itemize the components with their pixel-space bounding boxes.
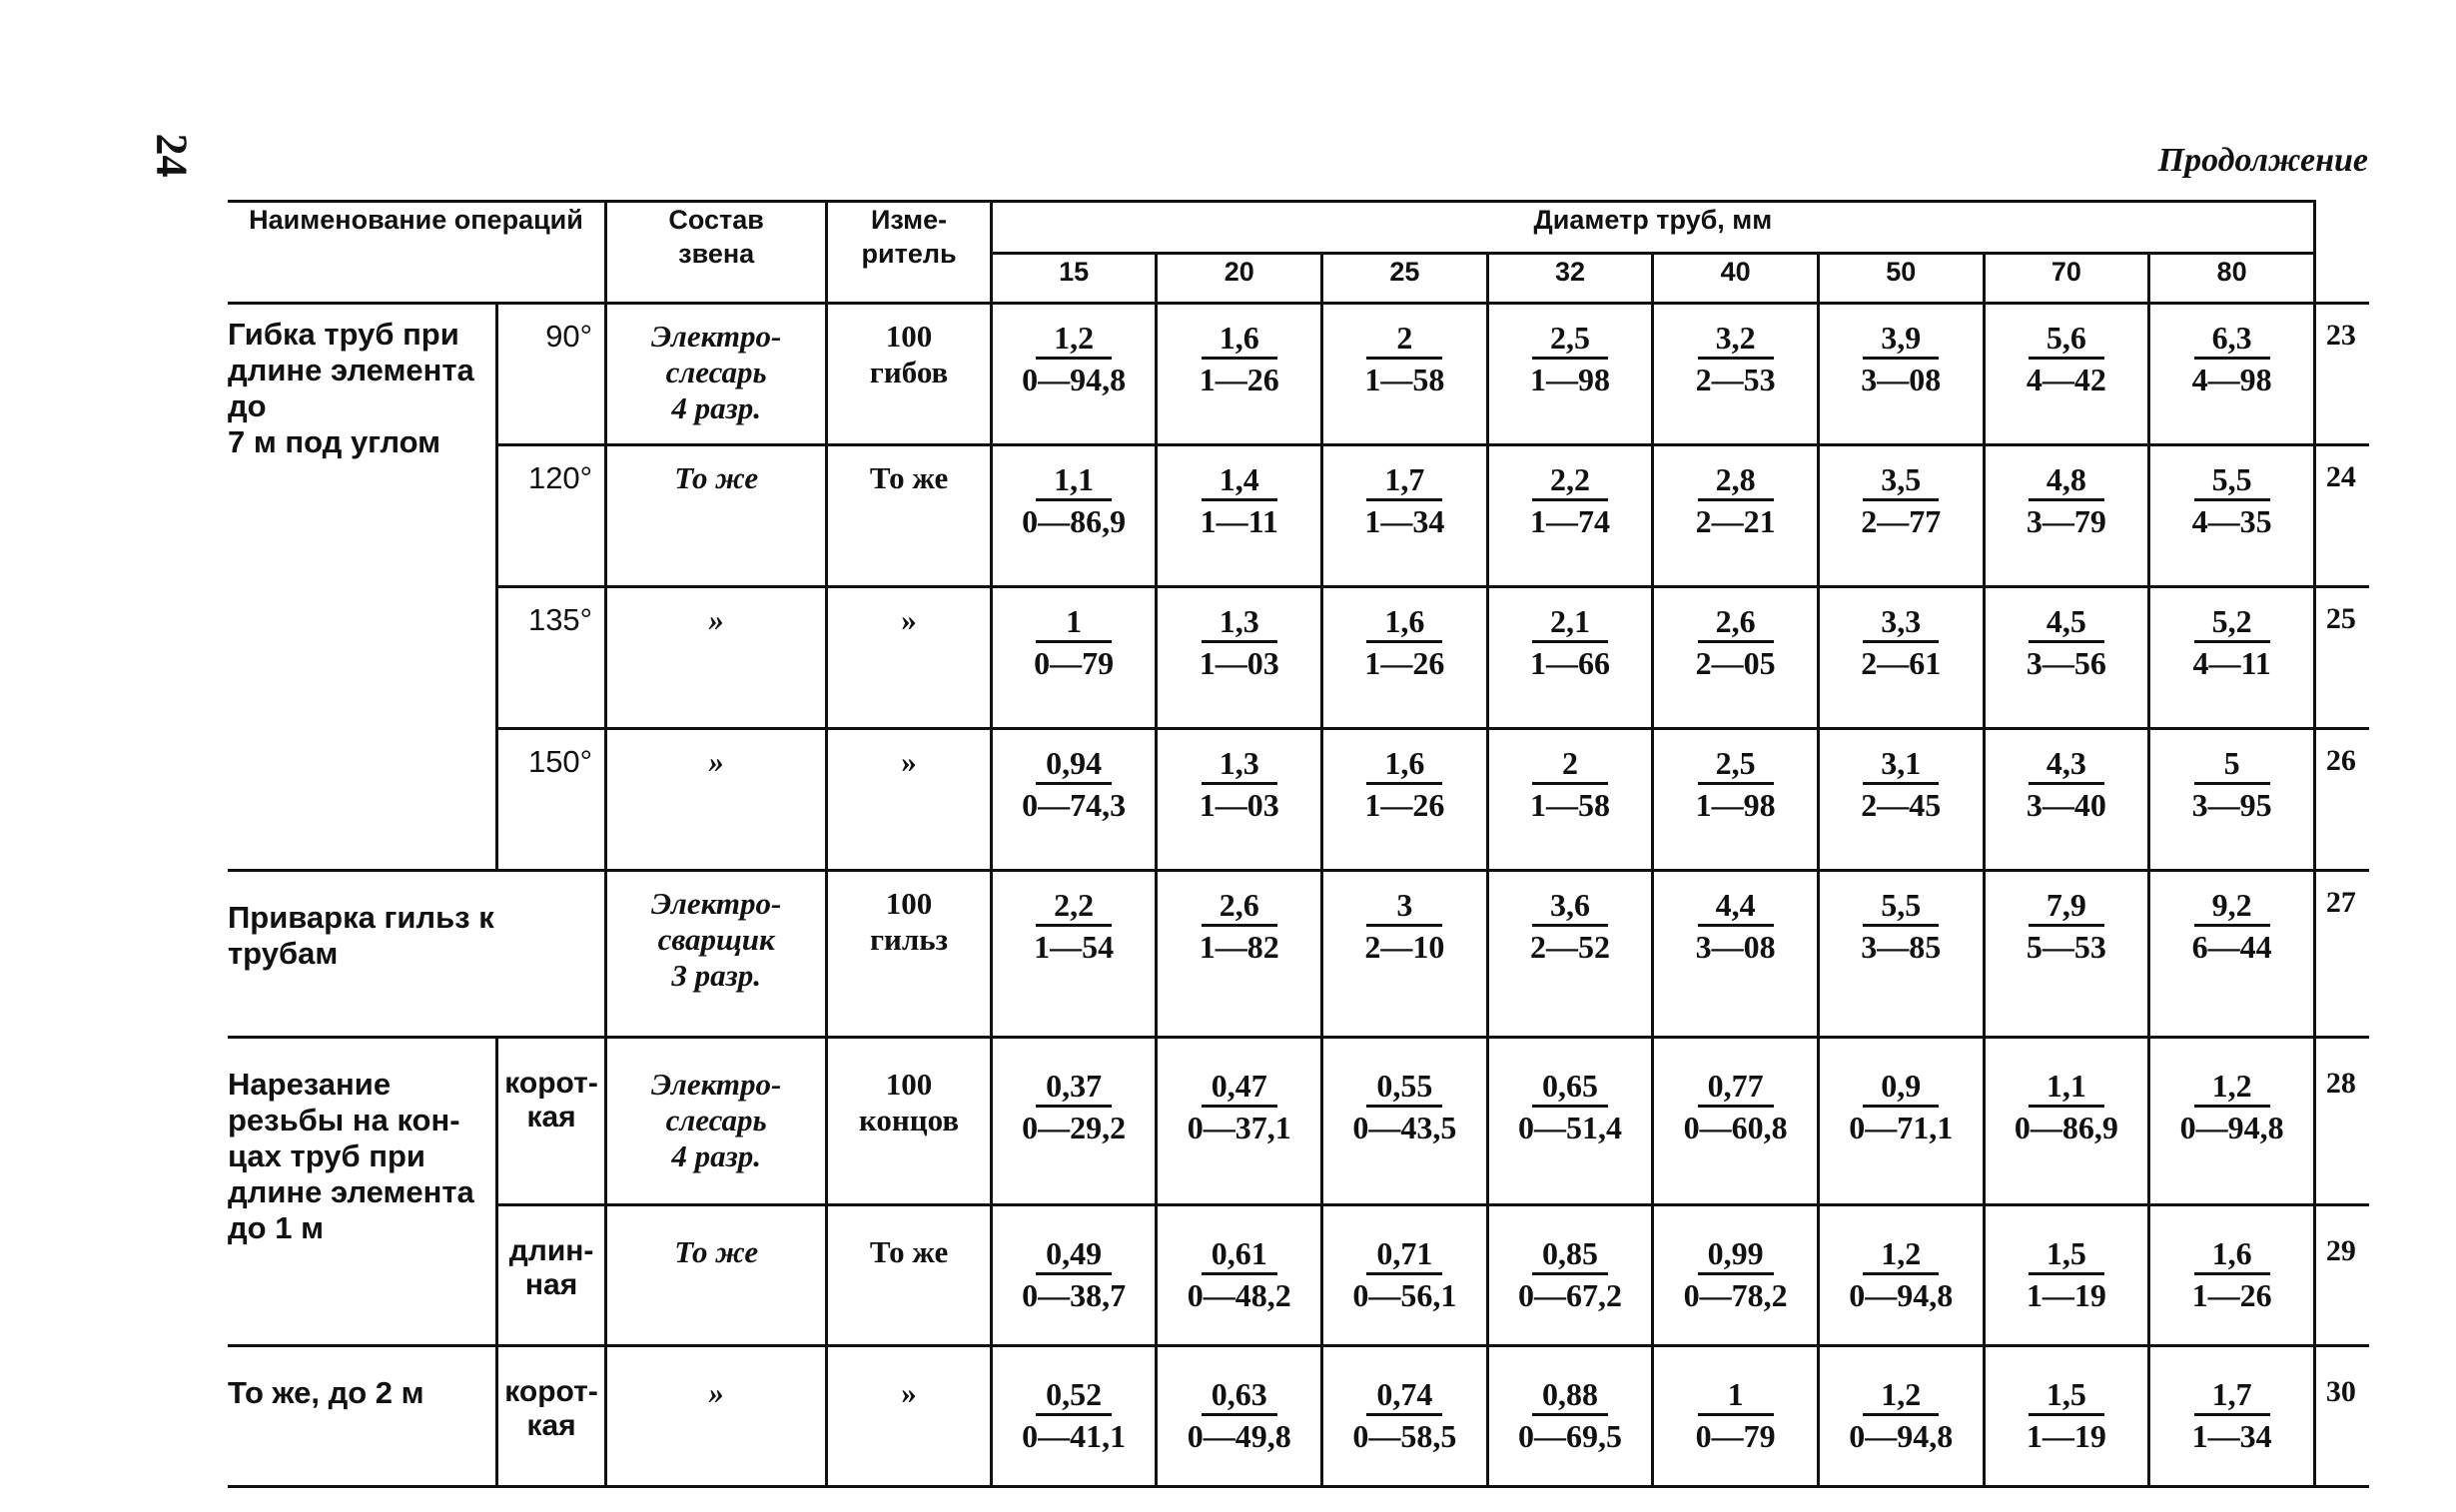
norm-time: 4,3 [2029, 744, 2104, 785]
header-diameter-value: 50 [1818, 254, 1984, 304]
norm-time: 1,2 [2194, 1067, 2270, 1108]
row-number: 25 [2314, 587, 2369, 729]
row-number: 23 [2314, 304, 2369, 445]
norm-cell [1322, 445, 1488, 587]
unit-line: 100 [885, 886, 933, 921]
norm-cell [1487, 445, 1653, 587]
norm-cell [1322, 871, 1488, 1038]
norm-price: 5—53 [2026, 929, 2106, 965]
angle-cell: 135° [497, 587, 606, 729]
crew-cell [606, 1038, 827, 1205]
norm-time: 3,2 [1698, 319, 1774, 360]
norm-cell [991, 587, 1157, 729]
norm-cell [1157, 729, 1322, 871]
norm-cell [1653, 445, 1819, 587]
norm-cell [1157, 587, 1322, 729]
norm-cell [1653, 729, 1819, 871]
header-diameter: Диаметр труб, мм [991, 202, 2314, 254]
norm-price: 3—56 [2026, 645, 2106, 681]
norm-cell [1322, 1038, 1488, 1205]
unit-cell [827, 871, 992, 1038]
crew-cell: » [606, 587, 827, 729]
norm-price: 3—95 [2191, 787, 2272, 823]
operation-line: длине элемента до [228, 353, 474, 423]
norm-price: 2—21 [1695, 503, 1776, 539]
norm-cell [1984, 729, 2149, 871]
norm-time: 1 [1036, 602, 1112, 643]
norm-price: 0—29,2 [1022, 1110, 1127, 1145]
norm-time: 0,61 [1202, 1234, 1277, 1275]
norm-time: 7,9 [2029, 886, 2104, 927]
norm-cell [1487, 871, 1653, 1038]
norm-price: 1—34 [1364, 503, 1445, 539]
norm-cell [1157, 445, 1322, 587]
crew-line: Электро- [650, 1067, 782, 1102]
operation-line: цах труб при [228, 1138, 425, 1173]
norm-price: 0—37,1 [1187, 1110, 1291, 1145]
norm-time: 0,88 [1532, 1375, 1608, 1416]
page-number: 24 [147, 133, 197, 178]
norm-price: 3—85 [1861, 929, 1942, 965]
norm-price: 1—66 [1530, 645, 1611, 681]
norm-time: 3,6 [1532, 886, 1608, 927]
unit-cell: То же [827, 1205, 992, 1346]
norm-price: 0—67,2 [1518, 1277, 1623, 1313]
norm-cell [1487, 304, 1653, 445]
norm-price: 2—45 [1861, 787, 1942, 823]
norm-cell [2149, 587, 2315, 729]
norm-time: 2,6 [1202, 886, 1277, 927]
norm-price: 4—42 [2026, 362, 2106, 397]
row-number: 29 [2314, 1205, 2369, 1346]
norm-time: 1,6 [1366, 744, 1442, 785]
norm-cell [1322, 1205, 1488, 1346]
norm-cell [991, 729, 1157, 871]
norm-cell [1157, 1205, 1322, 1346]
norm-price: 0—60,8 [1683, 1110, 1788, 1145]
crew-line: 4 разр. [671, 390, 761, 425]
norm-cell [2149, 1346, 2315, 1487]
norm-price: 2—10 [1364, 929, 1445, 965]
norm-price: 3—08 [1695, 929, 1776, 965]
table-row [228, 587, 2369, 729]
crew-line: Электро- [650, 319, 782, 354]
thread-type-line: ная [524, 1268, 578, 1301]
norm-cell [991, 1205, 1157, 1346]
norm-time: 1,1 [2029, 1067, 2104, 1108]
norm-time: 0,49 [1036, 1234, 1112, 1275]
norm-cell [1653, 1205, 1819, 1346]
norm-price: 1—26 [1199, 362, 1279, 397]
norm-time: 0,74 [1366, 1375, 1442, 1416]
thread-type-line: кая [526, 1409, 576, 1442]
norm-time: 2,6 [1698, 602, 1774, 643]
norm-cell [2149, 1205, 2315, 1346]
norm-price: 4—35 [2191, 503, 2272, 539]
operation-bending [228, 304, 497, 871]
operation-threading [228, 1038, 497, 1346]
norm-price: 0—71,1 [1849, 1110, 1954, 1145]
angle-cell: 90° [497, 304, 606, 445]
norm-cell [1818, 1346, 1984, 1487]
header-unit-line: ритель [861, 239, 957, 269]
norm-price: 0—69,5 [1518, 1418, 1623, 1454]
norm-time: 4,5 [2029, 602, 2104, 643]
norm-cell [991, 445, 1157, 587]
norm-price: 0—86,9 [2014, 1110, 2118, 1145]
norm-cell [1984, 445, 2149, 587]
norm-cell [1984, 1346, 2149, 1487]
norm-time: 2 [1532, 744, 1608, 785]
norm-price: 0—74,3 [1022, 787, 1127, 823]
norm-price: 1—26 [2191, 1277, 2272, 1313]
norm-time: 0,9 [1863, 1067, 1939, 1108]
crew-cell: То же [606, 1205, 827, 1346]
operation-same-2m: То же, до 2 м [228, 1346, 497, 1487]
norm-cell [1984, 871, 2149, 1038]
norm-cell [1818, 729, 1984, 871]
norm-time: 1,2 [1863, 1234, 1939, 1275]
norm-price: 1—58 [1364, 362, 1445, 397]
norm-price: 2—77 [1861, 503, 1942, 539]
unit-line: гибов [869, 355, 949, 389]
norm-price: 2—52 [1530, 929, 1611, 965]
unit-cell [827, 304, 992, 445]
norm-time: 2,2 [1532, 460, 1608, 501]
unit-cell: » [827, 1346, 992, 1487]
crew-cell [606, 304, 827, 445]
continuation-label: Продолжение [2157, 142, 2368, 179]
row-number: 28 [2314, 1038, 2369, 1205]
operation-line: длине элемента [228, 1174, 474, 1209]
norm-price: 4—11 [2192, 645, 2271, 681]
norm-price: 6—44 [2191, 929, 2272, 965]
norm-time: 0,63 [1202, 1375, 1277, 1416]
norm-cell [1487, 729, 1653, 871]
row-number: 24 [2314, 445, 2369, 587]
norm-time: 4,4 [1698, 886, 1774, 927]
norm-price: 1—54 [1034, 929, 1115, 965]
unit-cell: » [827, 729, 992, 871]
crew-cell: » [606, 729, 827, 871]
thread-type-line: кая [526, 1101, 576, 1134]
norm-cell [2149, 445, 2315, 587]
header-diameter-value: 15 [991, 254, 1157, 304]
thread-type-cell [497, 1205, 606, 1346]
norm-cell [1322, 729, 1488, 871]
norm-time: 3,5 [1863, 460, 1939, 501]
thread-type-line: корот- [504, 1375, 598, 1408]
norm-price: 1—03 [1199, 645, 1279, 681]
norm-price: 1—98 [1530, 362, 1611, 397]
crew-cell: » [606, 1346, 827, 1487]
norm-price: 0—94,8 [2179, 1110, 2284, 1145]
norm-cell [1653, 304, 1819, 445]
thread-type-line: корот- [504, 1067, 598, 1100]
crew-cell: То же [606, 445, 827, 587]
header-unit-line: Изме- [870, 205, 948, 235]
operation-line: резьбы на кон- [228, 1103, 460, 1137]
norm-time: 5,5 [2194, 460, 2270, 501]
angle-cell: 120° [497, 445, 606, 587]
norm-cell [1487, 1205, 1653, 1346]
norm-price: 1—19 [2026, 1418, 2106, 1454]
norm-cell [1984, 1205, 2149, 1346]
table-row [228, 304, 2369, 445]
norm-cell [1653, 587, 1819, 729]
row-number: 30 [2314, 1346, 2369, 1487]
norm-price: 0—43,5 [1352, 1110, 1457, 1145]
norm-time: 1,5 [2029, 1234, 2104, 1275]
norm-time: 1,7 [1366, 460, 1442, 501]
norm-cell [1157, 871, 1322, 1038]
norm-cell [991, 1038, 1157, 1205]
norm-cell [1157, 1346, 1322, 1487]
unit-line: 100 [885, 1067, 933, 1102]
norm-time: 1,6 [2194, 1234, 2270, 1275]
header-diameter-value: 20 [1157, 254, 1322, 304]
norm-cell [1984, 304, 2149, 445]
norm-time: 0,55 [1366, 1067, 1442, 1108]
norm-time: 0,65 [1532, 1067, 1608, 1108]
norm-cell [1818, 871, 1984, 1038]
table-row [228, 1205, 2369, 1346]
norm-price: 1—19 [2026, 1277, 2106, 1313]
norm-time: 1,4 [1202, 460, 1277, 501]
norm-price: 1—11 [1200, 503, 1278, 539]
norm-cell [991, 304, 1157, 445]
norm-price: 0—49,8 [1187, 1418, 1291, 1454]
crew-line: слесарь [665, 355, 767, 389]
table-row [228, 871, 2369, 1038]
norm-time: 0,94 [1036, 744, 1112, 785]
norm-time: 1,5 [2029, 1375, 2104, 1416]
crew-line: Электро- [650, 886, 782, 921]
norm-cell [1818, 445, 1984, 587]
norms-table [228, 200, 2369, 1488]
norm-cell [991, 871, 1157, 1038]
norm-time: 0,99 [1698, 1234, 1774, 1275]
operation-line: Гибка труб при [228, 317, 459, 352]
norm-cell [1818, 1038, 1984, 1205]
norm-cell [2149, 1038, 2315, 1205]
crew-line: сварщик [657, 922, 775, 957]
crew-line: 3 разр. [671, 958, 761, 993]
unit-line: 100 [885, 319, 933, 354]
norm-price: 0—79 [1695, 1418, 1776, 1454]
norm-cell [1487, 1346, 1653, 1487]
norm-time: 0,85 [1532, 1234, 1608, 1275]
norm-price: 1—74 [1530, 503, 1611, 539]
norm-time: 2,8 [1698, 460, 1774, 501]
norm-time: 2,5 [1532, 319, 1608, 360]
norm-time: 0,71 [1366, 1234, 1442, 1275]
norm-time: 1 [1698, 1375, 1774, 1416]
norm-cell [1322, 304, 1488, 445]
unit-cell: » [827, 587, 992, 729]
header-diameter-value: 80 [2149, 254, 2315, 304]
norm-time: 1,2 [1036, 319, 1112, 360]
norm-time: 1,1 [1036, 460, 1112, 501]
norm-time: 1,6 [1366, 602, 1442, 643]
norm-cell [2149, 871, 2315, 1038]
norm-time: 2,1 [1532, 602, 1608, 643]
norm-price: 0—38,7 [1022, 1277, 1127, 1313]
norm-price: 1—26 [1364, 787, 1445, 823]
norm-price: 3—79 [2026, 503, 2106, 539]
unit-line: гильз [869, 922, 949, 957]
header-diameter-value: 25 [1322, 254, 1488, 304]
norm-cell [2149, 304, 2315, 445]
operation-welding: Приварка гильз к трубам [228, 871, 606, 1038]
header-crew [606, 202, 827, 304]
norm-time: 3,1 [1863, 744, 1939, 785]
norm-price: 2—61 [1861, 645, 1942, 681]
header-crew-line: звена [678, 239, 755, 269]
norm-time: 5,5 [1863, 886, 1939, 927]
norm-time: 1,6 [1202, 319, 1277, 360]
norm-time: 0,52 [1036, 1375, 1112, 1416]
norm-time: 5 [2194, 744, 2270, 785]
norm-cell [1157, 1038, 1322, 1205]
norm-price: 1—58 [1530, 787, 1611, 823]
header-operation: Наименование операций [228, 202, 606, 304]
norm-time: 2,5 [1698, 744, 1774, 785]
norm-price: 1—26 [1364, 645, 1445, 681]
norm-price: 3—40 [2026, 787, 2106, 823]
norm-time: 5,2 [2194, 602, 2270, 643]
header-diameter-value: 32 [1487, 254, 1653, 304]
crew-line: слесарь [665, 1103, 767, 1137]
norm-cell [1818, 1205, 1984, 1346]
norm-cell [1322, 1346, 1488, 1487]
norm-cell [1157, 304, 1322, 445]
norm-cell [1322, 587, 1488, 729]
norm-price: 3—08 [1861, 362, 1942, 397]
norm-price: 0—58,5 [1352, 1418, 1457, 1454]
norm-cell [1984, 587, 2149, 729]
norm-time: 3 [1366, 886, 1442, 927]
norm-cell [1653, 871, 1819, 1038]
header-rownum [2314, 202, 2369, 304]
norm-time: 9,2 [2194, 886, 2270, 927]
table-row [228, 1038, 2369, 1205]
crew-line: 4 разр. [671, 1138, 761, 1173]
norm-price: 0—94,8 [1022, 362, 1127, 397]
norm-price: 1—82 [1199, 929, 1279, 965]
norm-time: 0,77 [1698, 1067, 1774, 1108]
thread-type-line: длин- [508, 1234, 594, 1267]
norm-time: 2 [1366, 319, 1442, 360]
norm-cell [991, 1346, 1157, 1487]
norm-time: 3,3 [1863, 602, 1939, 643]
norm-price: 0—78,2 [1683, 1277, 1788, 1313]
norm-time: 1,3 [1202, 744, 1277, 785]
angle-cell: 150° [497, 729, 606, 871]
norm-price: 0—48,2 [1187, 1277, 1291, 1313]
norm-price: 0—51,4 [1518, 1110, 1623, 1145]
norm-cell [1818, 587, 1984, 729]
norm-price: 0—41,1 [1022, 1418, 1127, 1454]
operation-line: до 1 м [228, 1210, 325, 1245]
norm-cell [1818, 304, 1984, 445]
table-row [228, 729, 2369, 871]
norm-price: 1—03 [1199, 787, 1279, 823]
row-number: 26 [2314, 729, 2369, 871]
norm-time: 5,6 [2029, 319, 2104, 360]
header-unit [827, 202, 992, 304]
table-row [228, 445, 2369, 587]
norm-cell [1984, 1038, 2149, 1205]
row-number: 27 [2314, 871, 2369, 1038]
norm-time: 1,2 [1863, 1375, 1939, 1416]
norm-price: 1—34 [2191, 1418, 2272, 1454]
norm-price: 0—86,9 [1022, 503, 1127, 539]
header-crew-line: Состав [668, 205, 764, 235]
header-diameter-value: 70 [1984, 254, 2149, 304]
norm-time: 3,9 [1863, 319, 1939, 360]
norm-cell [2149, 729, 2315, 871]
norm-price: 0—94,8 [1849, 1418, 1954, 1454]
unit-cell: То же [827, 445, 992, 587]
norm-price: 1—98 [1695, 787, 1776, 823]
norm-time: 4,8 [2029, 460, 2104, 501]
norm-price: 4—98 [2191, 362, 2272, 397]
norm-time: 0,47 [1202, 1067, 1277, 1108]
unit-line: концов [858, 1103, 960, 1137]
norm-cell [1653, 1346, 1819, 1487]
norm-price: 0—94,8 [1849, 1277, 1954, 1313]
unit-cell [827, 1038, 992, 1205]
norm-price: 2—53 [1695, 362, 1776, 397]
table-row [228, 1346, 2369, 1487]
thread-type-cell [497, 1038, 606, 1205]
operation-line: 7 м под углом [228, 424, 441, 459]
norm-price: 0—79 [1034, 645, 1115, 681]
norm-cell [1487, 587, 1653, 729]
norm-time: 6,3 [2194, 319, 2270, 360]
norm-price: 2—05 [1695, 645, 1776, 681]
operation-line: Нарезание [228, 1067, 392, 1102]
norm-time: 2,2 [1036, 886, 1112, 927]
norm-cell [1487, 1038, 1653, 1205]
thread-type-cell [497, 1346, 606, 1487]
crew-cell [606, 871, 827, 1038]
norm-price: 0—56,1 [1352, 1277, 1457, 1313]
norm-time: 1,7 [2194, 1375, 2270, 1416]
norm-time: 1,3 [1202, 602, 1277, 643]
norm-cell [1653, 1038, 1819, 1205]
norm-time: 0,37 [1036, 1067, 1112, 1108]
header-diameter-value: 40 [1653, 254, 1819, 304]
